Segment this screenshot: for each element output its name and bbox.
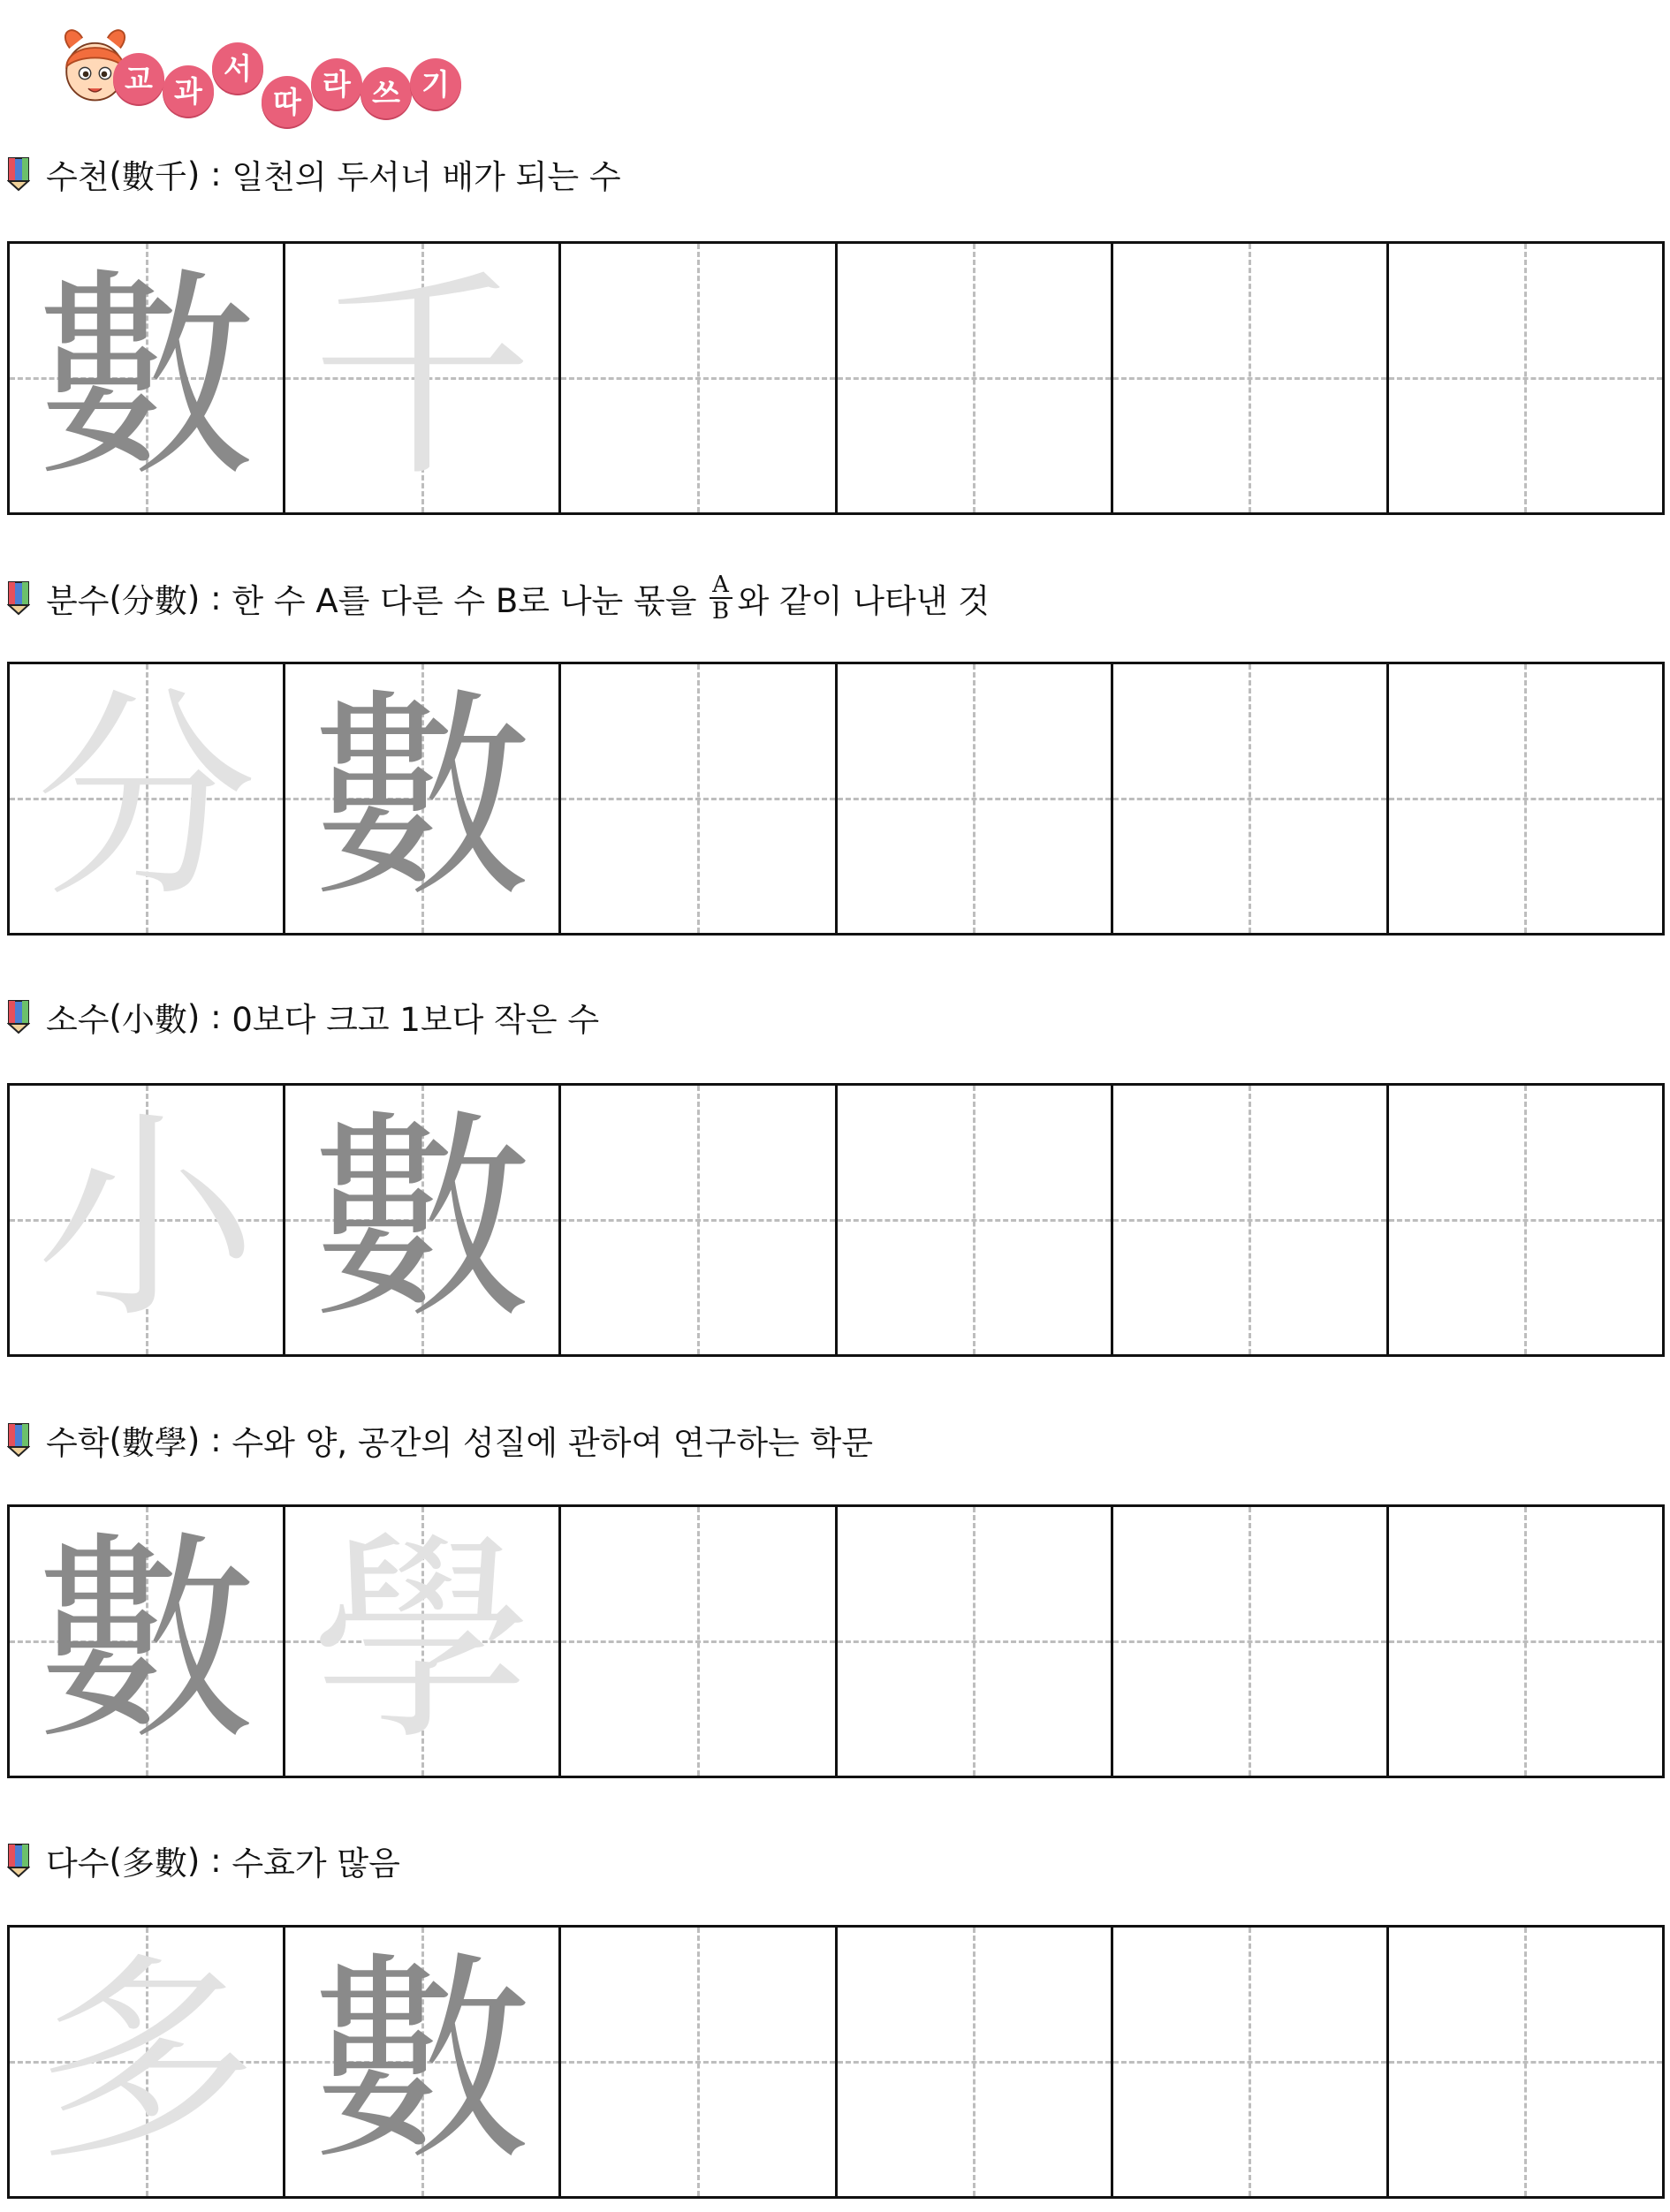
practice-cell[interactable] <box>1386 1086 1662 1354</box>
trace-character: 千 <box>311 249 533 506</box>
section-heading: 수천 ( 數千 ) : 일천의 두서너 배가 되는 수 <box>7 152 621 196</box>
logo-syllable: 쓰 <box>361 67 412 118</box>
model-character: 數 <box>35 249 257 506</box>
term-definition: 0보다 크고 1보다 작은 수 <box>232 1001 600 1039</box>
term-reading: 수천 <box>46 158 110 196</box>
logo-syllable: 서 <box>212 42 263 94</box>
section-heading: 다수 ( 多數 ) : 수효가 많음 <box>7 1838 400 1882</box>
term-hanja: 小數 <box>121 1001 187 1039</box>
practice-grid <box>7 1925 1665 2199</box>
logo-syllable: 과 <box>163 65 214 117</box>
practice-cell[interactable] <box>1111 664 1386 933</box>
practice-cell[interactable] <box>283 1507 558 1776</box>
practice-cell[interactable] <box>10 244 283 512</box>
trace-character: 學 <box>311 1512 533 1769</box>
practice-cell[interactable] <box>1386 664 1662 933</box>
practice-cell[interactable] <box>1111 1507 1386 1776</box>
practice-cell[interactable] <box>10 664 283 933</box>
practice-cell[interactable] <box>558 664 834 933</box>
practice-cell[interactable] <box>1386 1507 1662 1776</box>
term-reading: 소수 <box>46 1001 110 1039</box>
practice-cell[interactable] <box>558 244 834 512</box>
term-reading: 분수 <box>46 582 110 620</box>
term-definition: 일천의 두서너 배가 되는 수 <box>232 158 621 196</box>
pencil-icon <box>7 156 30 192</box>
term-reading: 수학 <box>46 1424 110 1462</box>
worksheet-logo <box>27 7 486 122</box>
term-hanja: 多數 <box>121 1845 187 1882</box>
practice-grid <box>7 241 1665 515</box>
practice-cell[interactable] <box>1386 244 1662 512</box>
model-character: 數 <box>311 1933 533 2190</box>
practice-cell[interactable] <box>1111 1928 1386 2196</box>
pencil-icon <box>7 580 30 616</box>
practice-cell[interactable] <box>835 244 1111 512</box>
term-hanja: 分數 <box>121 582 187 620</box>
fraction-denominator: B <box>711 598 730 625</box>
trace-character: 分 <box>35 670 257 927</box>
practice-cell[interactable] <box>558 1086 834 1354</box>
fraction-a-over-b <box>710 573 733 623</box>
section-heading: 소수 ( 小數 ) : 0보다 크고 1보다 작은 수 <box>7 995 599 1039</box>
term-definition: 수와 양, 공간의 성질에 관하여 연구하는 학문 <box>232 1424 874 1462</box>
practice-cell[interactable] <box>558 1928 834 2196</box>
model-character: 數 <box>311 670 533 927</box>
model-character: 數 <box>311 1091 533 1348</box>
term-definition: 한 수 A를 다른 수 B로 나눈 몫을 <box>232 582 697 620</box>
practice-cell[interactable] <box>835 664 1111 933</box>
practice-cell[interactable] <box>1386 1928 1662 2196</box>
practice-grid <box>7 1504 1665 1778</box>
practice-cell[interactable] <box>835 1928 1111 2196</box>
practice-cell[interactable] <box>10 1928 283 2196</box>
practice-cell[interactable] <box>283 1928 558 2196</box>
section-heading: 수학 ( 數學 ) : 수와 양, 공간의 성질에 관하여 연구하는 학문 <box>7 1418 873 1462</box>
pencil-icon <box>7 1843 30 1878</box>
practice-cell[interactable] <box>558 1507 834 1776</box>
trace-character: 多 <box>35 1933 257 2190</box>
practice-cell[interactable] <box>10 1086 283 1354</box>
pencil-icon <box>7 999 30 1034</box>
practice-cell[interactable] <box>283 1086 558 1354</box>
practice-cell[interactable] <box>835 1507 1111 1776</box>
logo-syllable: 라 <box>311 58 362 110</box>
logo-syllable: 기 <box>410 58 461 110</box>
term-definition: 수효가 많음 <box>232 1845 400 1882</box>
practice-cell[interactable] <box>283 244 558 512</box>
section-heading: 분수 ( 分數 ) : 한 수 A를 다른 수 B로 나눈 몫을 $\frac{A}{B}$ 와 같이 나타낸 것 <box>7 576 990 620</box>
term-hanja: 數學 <box>121 1424 187 1462</box>
term-definition-continued: 와 같이 나타낸 것 <box>737 582 991 620</box>
logo-syllable: 교 <box>113 53 164 104</box>
practice-cell[interactable] <box>1111 1086 1386 1354</box>
logo-syllable: 따 <box>262 76 313 127</box>
term-reading: 다수 <box>46 1845 110 1882</box>
fraction-numerator: A <box>712 572 729 598</box>
practice-grid <box>7 662 1665 936</box>
practice-cell[interactable] <box>10 1507 283 1776</box>
model-character: 數 <box>35 1512 257 1769</box>
practice-cell[interactable] <box>835 1086 1111 1354</box>
pencil-icon <box>7 1422 30 1458</box>
practice-cell[interactable] <box>283 664 558 933</box>
trace-character: 小 <box>35 1091 257 1348</box>
term-hanja: 數千 <box>121 158 187 196</box>
practice-cell[interactable] <box>1111 244 1386 512</box>
practice-grid <box>7 1083 1665 1357</box>
